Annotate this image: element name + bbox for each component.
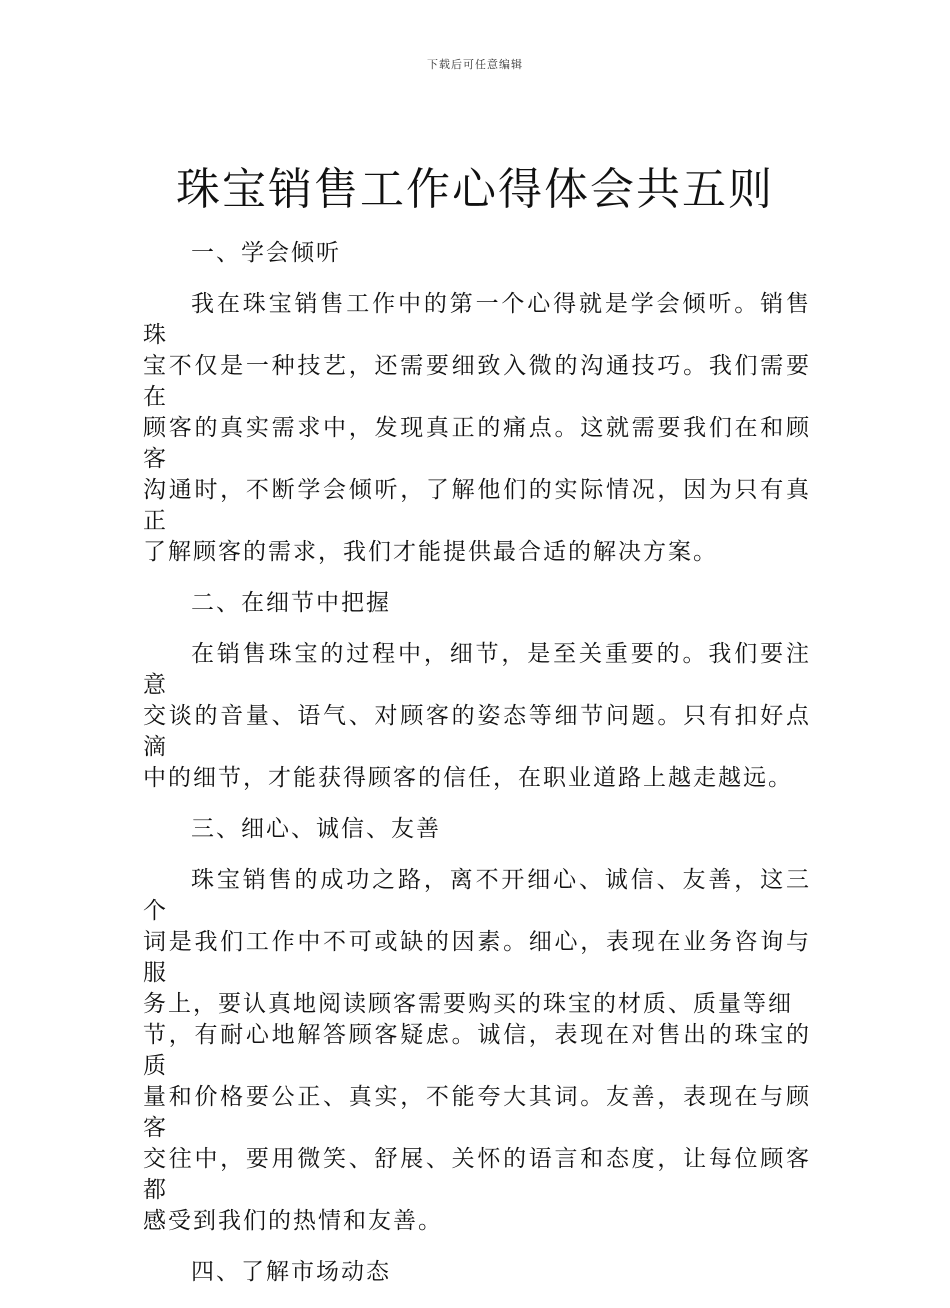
- section-heading: 四、了解市场动态: [191, 1259, 391, 1285]
- section-paragraph: [143, 639, 811, 794]
- section-paragraph: [143, 865, 811, 1237]
- paragraph-line: 顾客的真实需求中，发现真正的痛点。这就需要我们在和顾客: [143, 415, 811, 472]
- section-4: [143, 1257, 811, 1288]
- paragraph-line: 交往中，要用微笑、舒展、关怀的语言和态度，让每位顾客都: [143, 1146, 811, 1203]
- section-paragraph: [143, 289, 811, 568]
- paragraph-line: 量和价格要公正、真实，不能夸大其词。友善，表现在与顾客: [143, 1084, 811, 1141]
- section-2: [143, 588, 811, 794]
- paragraph-line: 珠宝销售的成功之路，离不开细心、诚信、友善，这三个: [143, 867, 811, 924]
- paragraph-line: 务上，要认真地阅读顾客需要购买的珠宝的材质、质量等细: [143, 991, 793, 1017]
- section-3: [143, 814, 811, 1237]
- paragraph-line: 词是我们工作中不可或缺的因素。细心，表现在业务咨询与服: [143, 929, 811, 986]
- paragraph-line: 感受到我们的热情和友善。: [143, 1208, 443, 1234]
- paragraph-line: 了解顾客的需求，我们才能提供最合适的解决方案。: [143, 539, 718, 565]
- paragraph-line: 中的细节，才能获得顾客的信任，在职业道路上越走越远。: [143, 765, 793, 791]
- section-heading: 一、学会倾听: [191, 240, 341, 266]
- paragraph-line: 交谈的音量、语气、对顾客的姿态等细节问题。只有扣好点滴: [143, 703, 811, 760]
- paragraph-line: 节，有耐心地解答顾客疑虑。诚信，表现在对售出的珠宝的质: [143, 1022, 811, 1079]
- section-heading: 三、细心、诚信、友善: [191, 816, 441, 842]
- paragraph-line: 宝不仅是一种技艺，还需要细致入微的沟通技巧。我们需要在: [143, 353, 811, 410]
- paragraph-line: 在销售珠宝的过程中，细节，是至关重要的。我们要注意: [143, 641, 811, 698]
- paragraph-line: 沟通时，不断学会倾听，了解他们的实际情况，因为只有真正: [143, 477, 811, 534]
- section-heading: 二、在细节中把握: [191, 590, 391, 616]
- page-header-note: 下载后可任意编辑: [427, 58, 523, 71]
- paragraph-line: 我在珠宝销售工作中的第一个心得就是学会倾听。销售珠: [143, 291, 811, 348]
- document-title: 珠宝销售工作心得体会共五则: [176, 164, 774, 215]
- document-body: [143, 238, 811, 1308]
- section-1: [143, 238, 811, 568]
